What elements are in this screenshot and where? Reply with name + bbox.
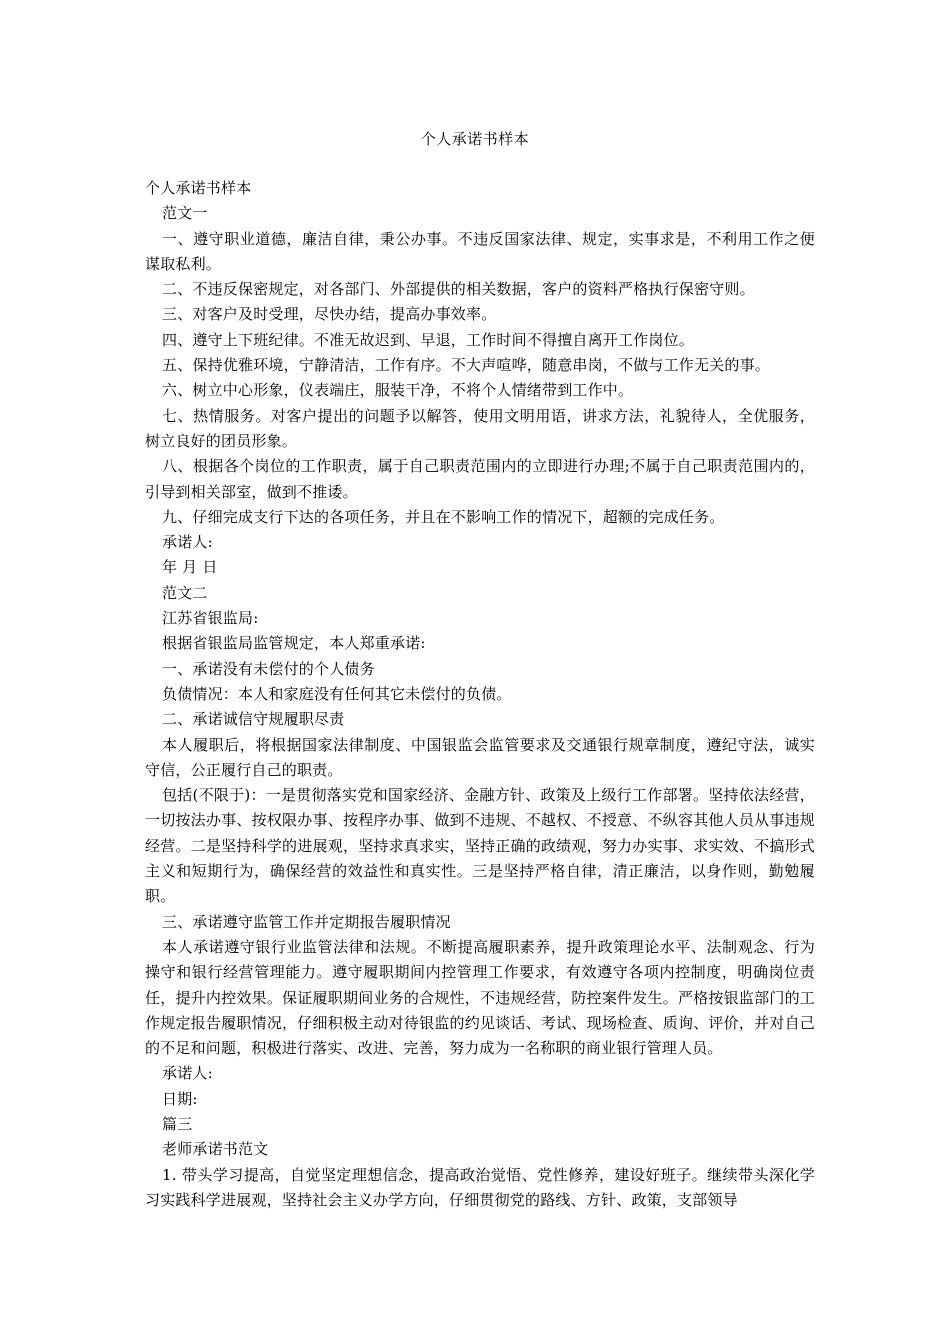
paragraph: 个人承诺书样本	[145, 179, 252, 197]
paragraph: 老师承诺书范文	[162, 1140, 269, 1159]
paragraph: 范文一	[162, 204, 208, 223]
paragraph: 本人履职后，将根据国家法律制度、中国银监会监管要求及交通银行规章制度，遵纪守法，诚实守信，公正履行自己的职责。	[145, 735, 815, 779]
paragraph: 三、承诺遵守监管工作并定期报告履职情况	[162, 912, 451, 931]
paragraph: 四、遵守上下班纪律。不准无故迟到、早退，工作时间不得擅自离开工作岗位。	[162, 330, 695, 349]
paragraph: 江苏省银监局:	[162, 609, 259, 628]
paragraph: 三、对客户及时受理，尽快办结，提高办事效率。	[162, 305, 497, 324]
paragraph: 范文二	[162, 583, 208, 602]
paragraph: 五、保持优雅环境，宁静清洁，工作有序。不大声喧哗，随意串岗，不做与工作无关的事。	[162, 356, 771, 375]
paragraph: 一、遵守职业道德，廉洁自律，秉公办事。不违反国家法律、规定，实事求是，不利用工作之便谋取私利。	[145, 229, 815, 273]
paragraph: 七、热情服务。对客户提出的问题予以解答，使用文明用语，讲求方法，礼貌待人，全优服务，树立良好的团员形象。	[145, 406, 815, 450]
paragraph: 1. 带头学习提高，自觉坚定理想信念，提高政治觉悟、党性修养，建设好班子。继续带头深化学习实践科学进展观，坚持社会主义办学方向，仔细贯彻党的路线、方针、政策，支部领导	[145, 1165, 815, 1209]
document-body	[145, 176, 815, 1213]
document-title: 个人承诺书样本	[420, 130, 530, 148]
paragraph: 承诺人:	[162, 533, 213, 552]
paragraph: 九、仔细完成支行下达的各项任务，并且在不影响工作的情况下，超额的完成任务。	[162, 507, 725, 526]
paragraph: 一、承诺没有未偿付的个人债务	[162, 659, 375, 678]
paragraph: 承诺人:	[162, 1064, 213, 1083]
paragraph: 二、不违反保密规定，对各部门、外部提供的相关数据，客户的资料严格执行保密守则。	[162, 280, 755, 299]
paragraph: 年 月 日	[162, 558, 218, 577]
paragraph: 篇三	[162, 1114, 193, 1133]
paragraph: 包括(不限于)：一是贯彻落实党和国家经济、金融方针、政策及上级行工作部署。坚持依法经营，一切按法办事、按权限办事、按程序办事、做到不违规、不越权、不授意、不纵容其他人员从事违规经营。二是坚持科学的进展观，坚持求真求实，坚持正确的政绩观，努力办实事、求实效、不搞形式主义和短期行为，确保经营的效益性和真实性。三是坚持严格自律，清正廉洁，以身作则，勤勉履职。	[145, 786, 815, 906]
paragraph: 根据省银监局监管规定，本人郑重承诺:	[162, 634, 426, 653]
paragraph: 八、根据各个岗位的工作职责，属于自己职责范围内的立即进行办理;不属于自己职责范围内的，引导到相关部室，做到不推诿。	[145, 457, 815, 501]
paragraph: 负债情况：本人和家庭没有任何其它未偿付的负债。	[162, 684, 512, 703]
paragraph: 六、树立中心形象，仪表端庄，服装干净，不将个人情绪带到工作中。	[162, 381, 634, 400]
paragraph: 二、承诺诚信守规履职尽责	[162, 710, 345, 729]
paragraph: 本人承诺遵守银行业监管法律和法规。不断提高履职素养，提升政策理论水平、法制观念、行为操守和银行经营管理能力。遵守履职期间内控管理工作要求，有效遵守各项内控制度，明确岗位责任，提升内控效果。保证履职期间业务的合规性，不违规经营，防控案件发生。严格按银监部门的工作规定报告履职情况，仔细积极主动对待银监的约见谈话、考试、现场检查、质询、评价，并对自己的不足和问题，积极进行落实、改进、完善，努力成为一名称职的商业银行管理人员。	[145, 937, 815, 1058]
paragraph: 日期:	[162, 1089, 198, 1108]
